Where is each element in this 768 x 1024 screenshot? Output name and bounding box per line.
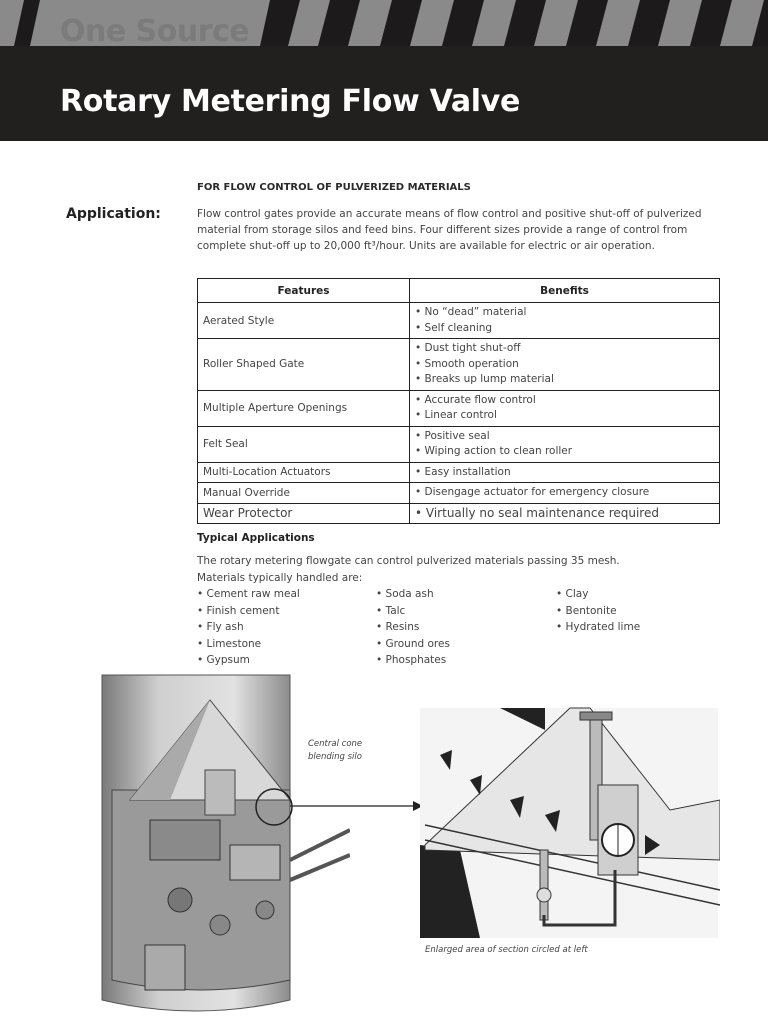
list-item: • Soda ash xyxy=(376,586,450,603)
table-row xyxy=(198,339,720,391)
list-item: • Bentonite xyxy=(556,603,640,620)
callout-arrow xyxy=(290,796,425,816)
caption-silo: Central cone blending silo xyxy=(308,739,363,762)
benefit-item: • Smooth operation xyxy=(415,357,714,373)
intro-line: Materials typically handled are: xyxy=(197,571,363,584)
feature-cell: Felt Seal xyxy=(198,426,410,462)
benefit-item: • Virtually no seal maintenance required xyxy=(415,506,714,522)
typical-applications-heading: Typical Applications xyxy=(197,532,315,544)
silo-illustration xyxy=(90,670,350,1015)
features-benefits-table xyxy=(197,278,720,524)
feature-cell: Wear Protector xyxy=(198,503,410,524)
feature-cell: Aerated Style xyxy=(198,303,410,339)
section-subheading: FOR FLOW CONTROL OF PULVERIZED MATERIALS xyxy=(197,182,471,193)
table-row xyxy=(198,503,720,524)
list-item: • Fly ash xyxy=(197,619,300,636)
column-header-benefits: Benefits xyxy=(410,279,720,303)
benefit-cell xyxy=(410,483,720,504)
benefit-item: • Self cleaning xyxy=(415,321,714,337)
materials-column-1 xyxy=(197,586,300,669)
benefit-cell xyxy=(410,462,720,483)
list-item: • Gypsum xyxy=(197,652,300,669)
list-item: • Cement raw meal xyxy=(197,586,300,603)
typical-applications-intro xyxy=(197,553,717,586)
table-row xyxy=(198,462,720,483)
benefit-item: • Breaks up lump material xyxy=(415,372,714,388)
list-item: • Talc xyxy=(376,603,450,620)
table-row xyxy=(198,483,720,504)
benefit-cell xyxy=(410,303,720,339)
feature-cell: Multiple Aperture Openings xyxy=(198,390,410,426)
feature-cell: Multi-Location Actuators xyxy=(198,462,410,483)
table-row xyxy=(198,426,720,462)
valve-illustration xyxy=(420,700,720,940)
table-row xyxy=(198,390,720,426)
application-label: Application: xyxy=(66,206,161,222)
list-item: • Ground ores xyxy=(376,636,450,653)
header-banner xyxy=(0,0,768,141)
feature-cell: Roller Shaped Gate xyxy=(198,339,410,391)
page-title: Rotary Metering Flow Valve xyxy=(60,84,521,119)
benefit-cell xyxy=(410,426,720,462)
benefit-item: • Easy installation xyxy=(415,465,714,481)
list-item: • Hydrated lime xyxy=(556,619,640,636)
benefit-item: • Accurate flow control xyxy=(415,393,714,409)
list-item: • Phosphates xyxy=(376,652,450,669)
benefit-item: • Positive seal xyxy=(415,429,714,445)
table-header-row xyxy=(198,279,720,303)
materials-column-2 xyxy=(376,586,450,669)
application-text: Flow control gates provide an accurate means of flow control and positive shut-off of pulverized material from storage silos and feed bins. Four different sizes provide a range of control from complete shut-off up to 20,000 ft³/hour. Units are available for electric or air operation. xyxy=(197,208,702,252)
list-item: • Clay xyxy=(556,586,640,603)
column-header-features: Features xyxy=(198,279,410,303)
benefit-item: • No “dead” material xyxy=(415,305,714,321)
brand-name: One Source xyxy=(60,14,250,49)
list-item: • Resins xyxy=(376,619,450,636)
list-item: • Finish cement xyxy=(197,603,300,620)
intro-line: The rotary metering flowgate can control pulverized materials passing 35 mesh. xyxy=(197,555,620,567)
benefit-item: • Linear control xyxy=(415,408,714,424)
benefit-item: • Dust tight shut-off xyxy=(415,341,714,357)
benefit-cell xyxy=(410,339,720,391)
benefit-cell xyxy=(410,503,720,524)
caption-enlarged-section: Enlarged area of section circled at left xyxy=(425,945,588,955)
table-row xyxy=(198,303,720,339)
benefit-item: • Wiping action to clean roller xyxy=(415,444,714,460)
feature-cell: Manual Override xyxy=(198,483,410,504)
benefit-cell xyxy=(410,390,720,426)
materials-column-3 xyxy=(556,586,640,636)
list-item: • Limestone xyxy=(197,636,300,653)
benefit-item: • Disengage actuator for emergency closure xyxy=(415,485,714,501)
